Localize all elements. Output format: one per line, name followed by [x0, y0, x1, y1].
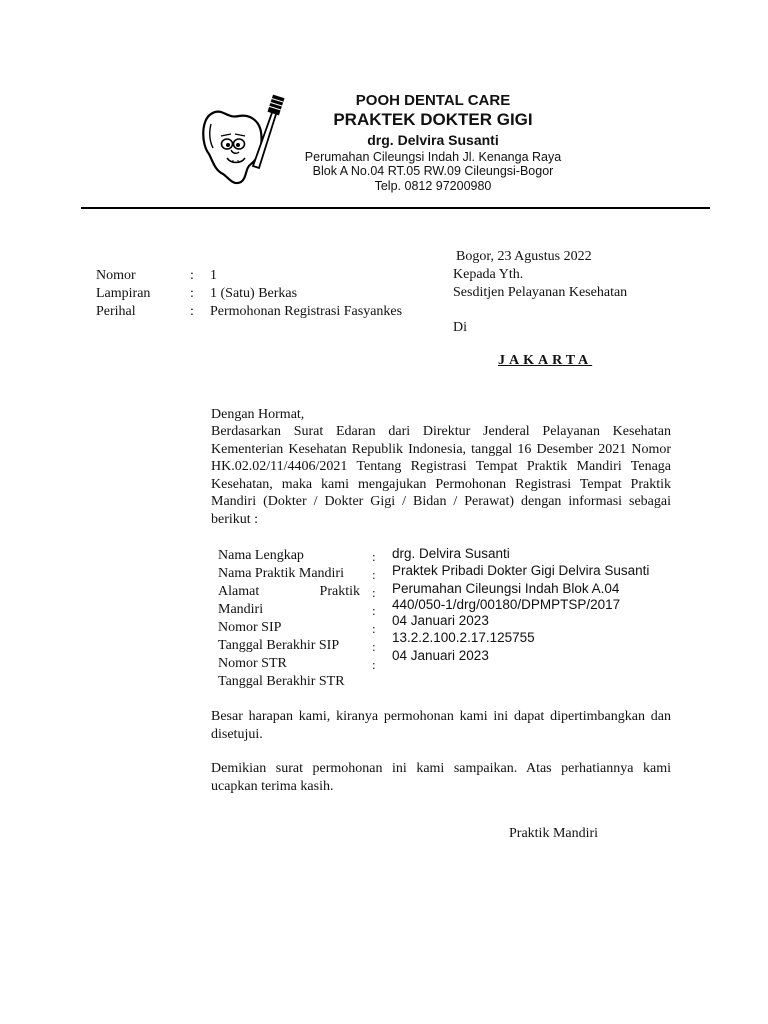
- practice-title: PRAKTEK DOKTER GIGI: [333, 110, 533, 129]
- info-colon: :: [372, 603, 376, 618]
- info-colon: :: [372, 549, 376, 564]
- info-colon: :: [372, 567, 376, 582]
- info-value-sip-number: 440/050-1/drg/00180/DPMPTSP/2017: [392, 597, 621, 612]
- info-colon: :: [372, 639, 376, 654]
- info-value-practice-name: Praktek Pribadi Dokter Gigi Delvira Susanti: [392, 563, 650, 578]
- info-colon: :: [372, 657, 376, 672]
- letter-date: Bogor, 23 Agustus 2022: [456, 249, 592, 264]
- meta-value-perihal: Permohonan Registrasi Fasyankes: [210, 304, 403, 319]
- info-label: Mandiri: [218, 602, 264, 617]
- info-label: Tanggal Berakhir STR: [218, 674, 345, 689]
- info-value-full-name: drg. Delvira Susanti: [392, 546, 510, 561]
- meta-label-lampiran: Lampiran: [96, 286, 151, 301]
- info-value-practice-address: Perumahan Cileungsi Indah Blok A.04: [392, 581, 620, 596]
- meta-colon: :: [190, 268, 194, 283]
- info-colon: :: [372, 585, 376, 600]
- phone-number: Telp. 0812 97200980: [374, 179, 492, 193]
- doctor-name: drg. Delvira Susanti: [367, 132, 499, 148]
- info-label: Tanggal Berakhir SIP: [218, 638, 340, 653]
- info-label: Alamat Praktik: [218, 584, 360, 599]
- recipient-salutation: Kepada Yth.: [453, 267, 524, 282]
- signature-closing: Praktik Mandiri: [509, 826, 599, 841]
- meta-value-lampiran: 1 (Satu) Berkas: [210, 286, 298, 301]
- body-paragraph-1: Berdasarkan Surat Edaran dari Direktur Jenderal Pelayanan Kesehatan Kementerian Kesehatan Republik Indonesia, tanggal 16 Desember 2021 Nomor HK.02.02/11/4406/2021 Tentang Registrasi Tempat Praktik Mandiri Tenaga Kesehatan, maka kami mengajukan Permohonan Registrasi Tempat Praktik Mandiri (Dokter / Dokter Gigi / Bidan / Perawat) dengan informasi sebagai berikut :: [211, 424, 671, 527]
- recipient-city: JAKARTA: [498, 353, 593, 368]
- body-paragraph-2: Besar harapan kami, kiranya permohonan kami ini dapat dipertimbangkan dan disetujui.: [211, 709, 671, 742]
- info-value-str-number: 13.2.2.100.2.17.125755: [392, 630, 535, 645]
- info-label: Nama Lengkap: [218, 548, 304, 563]
- info-label: Nomor STR: [218, 656, 287, 671]
- greeting: Dengan Hormat,: [211, 407, 305, 422]
- meta-label-perihal: Perihal: [96, 304, 136, 319]
- meta-value-nomor: 1: [210, 268, 217, 283]
- info-colon: :: [372, 621, 376, 636]
- info-value-str-expiry: 04 Januari 2023: [392, 648, 489, 663]
- body-paragraph-3: Demikian surat permohonan ini kami sampaikan. Atas perhatiannya kami ucapkan terima kasih.: [211, 761, 671, 794]
- info-value-sip-expiry: 04 Januari 2023: [392, 613, 489, 628]
- info-label: Nomor SIP: [218, 620, 282, 635]
- recipient-name: Sesditjen Pelayanan Kesehatan: [453, 285, 628, 300]
- info-label: Nama Praktik Mandiri: [218, 566, 344, 581]
- tooth-with-toothbrush-icon: [197, 92, 289, 192]
- recipient-di: Di: [453, 320, 467, 335]
- address-line-1: Perumahan Cileungsi Indah Jl. Kenanga Raya: [304, 150, 562, 164]
- meta-label-nomor: Nomor: [96, 268, 136, 283]
- meta-colon: :: [190, 286, 194, 301]
- letterhead-divider: [81, 207, 710, 209]
- address-line-2: Blok A No.04 RT.05 RW.09 Cileungsi-Bogor: [312, 164, 554, 178]
- clinic-name: POOH DENTAL CARE: [355, 92, 511, 109]
- meta-colon: :: [190, 304, 194, 319]
